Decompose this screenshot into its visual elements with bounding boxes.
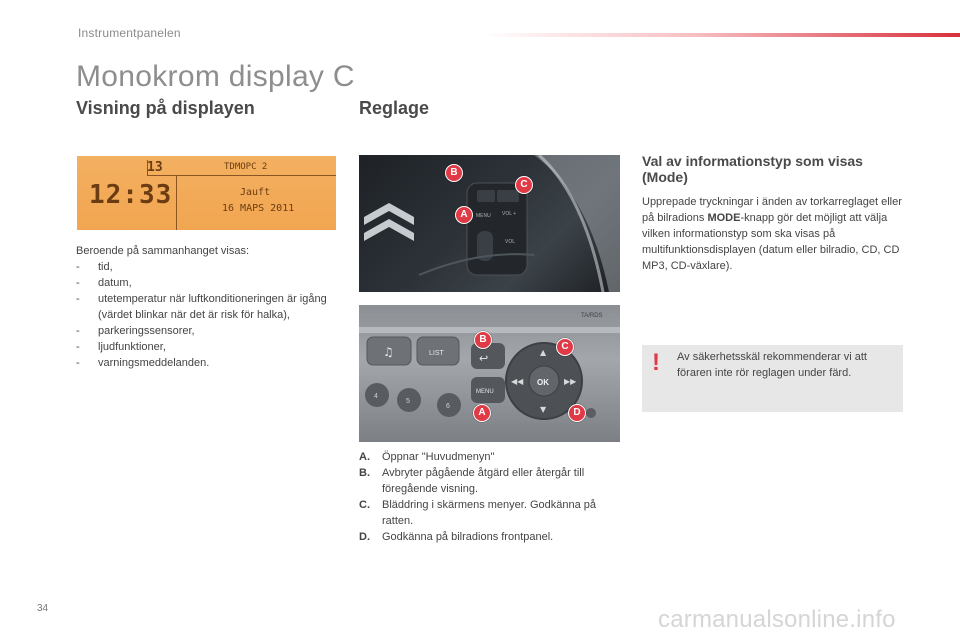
mode-button-name: MODE	[707, 212, 741, 224]
music-note-icon: ♫	[383, 345, 394, 359]
list-item: - utetemperatur när luftkonditioneringen är igång (värdet blinkar när det är risk för halka),	[76, 293, 327, 321]
menu-label-radio: MENU	[476, 389, 494, 395]
section-header: Instrumentpanelen	[78, 26, 181, 40]
vol-label: VOL	[505, 239, 516, 245]
back-arrow-icon: ↩	[479, 352, 489, 365]
controls-legend	[359, 449, 621, 545]
display-temperature: 13	[147, 160, 163, 175]
vol-plus-label: VOL +	[502, 211, 517, 217]
marker-b-wheel: B	[445, 164, 463, 182]
legend-row: D. Godkänna på bilradions frontpanel.	[359, 531, 554, 543]
page-title: Monokrom display C	[76, 60, 355, 93]
preset-6-label: 6	[446, 403, 450, 410]
controls-heading: Reglage	[359, 98, 430, 118]
marker-a-wheel: A	[455, 206, 473, 224]
mode-heading: Val av informationstyp som visas (Mode)	[642, 153, 863, 185]
display-top-text: TDMOPC 2	[224, 162, 268, 172]
list-item: - varningsmeddelanden.	[76, 357, 210, 369]
menu-label: MENU	[476, 213, 491, 219]
warning-text: Av säkerhetsskäl rekommenderar vi att föraren inte rör reglagen under färd.	[677, 351, 867, 379]
arrow-up-icon: ▲	[540, 348, 547, 357]
mode-paragraph: Upprepade tryckningar i änden av torkarreglaget eller på bilradions MODE-knapp gör det möjligt att välja vilken informationstyp som ska visas på multifunktionsdisplayen (datum eller bilradio, CD, CD MP3, CD-växlare).	[642, 196, 902, 272]
ta-rds-label: TA/RDS	[581, 313, 603, 319]
display-time: 12:33	[89, 180, 173, 210]
list-label: LIST	[429, 350, 444, 357]
display-divider	[176, 176, 177, 230]
preset-5-label: 5	[406, 398, 410, 405]
rewind-icon: ◀◀	[511, 377, 524, 386]
radio-panel-photo	[359, 305, 620, 442]
display-heading: Visning på displayen	[76, 98, 255, 118]
list-item: - tid,	[76, 261, 113, 273]
marker-a-radio: A	[473, 404, 491, 422]
citroen-logo-icon	[364, 203, 414, 241]
steering-wheel-photo	[359, 155, 620, 292]
display-date: 16 MAPS 2011	[222, 203, 295, 214]
marker-c-wheel: C	[515, 176, 533, 194]
warning-exclamation-icon: !	[652, 349, 660, 376]
page-number: 34	[37, 603, 49, 614]
list-item: - parkeringssensorer,	[76, 325, 195, 337]
marker-d-radio: D	[568, 404, 586, 422]
list-intro: Beroende på sammanhanget visas:	[76, 245, 250, 257]
preset-4-label: 4	[374, 393, 378, 400]
steering-wheel-drawing	[359, 155, 620, 292]
legend-row: C. Bläddring i skärmens menyer. Godkänna på ratten.	[359, 499, 597, 527]
list-item: - datum,	[76, 277, 132, 289]
list-item: - ljudfunktioner,	[76, 341, 166, 353]
header-accent-bar	[480, 33, 960, 37]
marker-b-radio: B	[474, 331, 492, 349]
radio-panel-drawing	[359, 305, 620, 442]
marker-c-radio: C	[556, 338, 574, 356]
arrow-down-icon: ▼	[540, 405, 547, 414]
watermark: carmanualsonline.info	[658, 606, 896, 633]
display-info-list	[76, 243, 338, 371]
forward-icon: ▶▶	[564, 377, 577, 386]
display-day: Jauft	[240, 187, 271, 198]
ok-label: OK	[537, 378, 549, 387]
legend-row: A. Öppnar "Huvudmenyn"	[359, 451, 495, 463]
legend-row: B. Avbryter pågående åtgärd eller återgår till föregående visning.	[359, 467, 585, 495]
